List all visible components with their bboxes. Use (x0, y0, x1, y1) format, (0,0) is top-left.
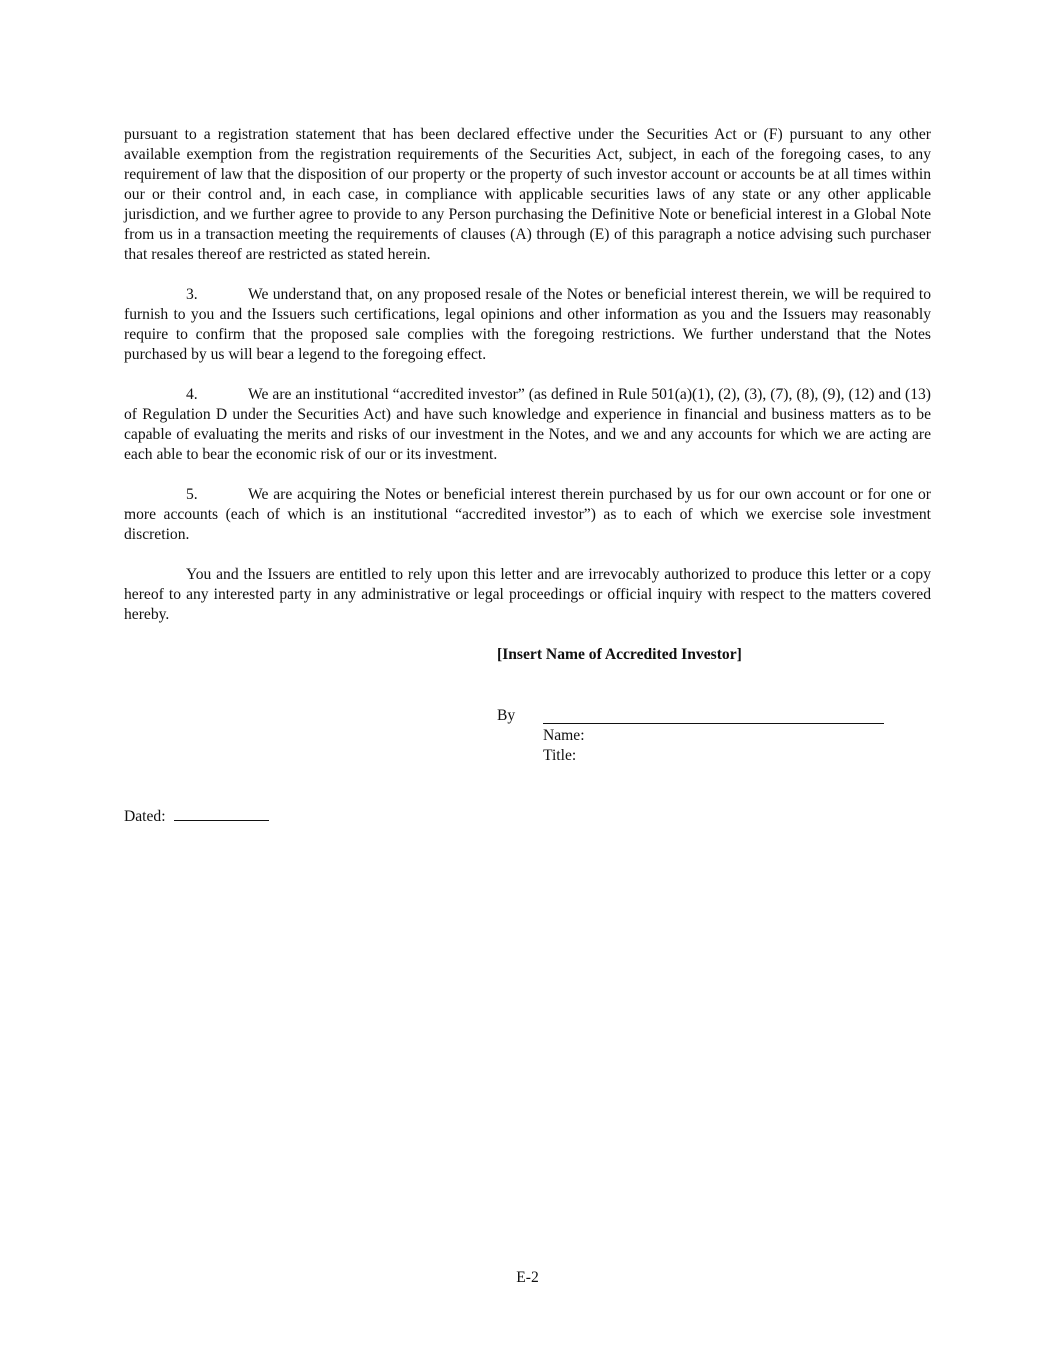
paragraph-3-number: 3. (186, 286, 198, 303)
by-label: By (497, 707, 516, 724)
dated-row (124, 806, 269, 827)
paragraph-3-text: We understand that, on any proposed resale of the Notes or beneficial interest therein, we will be required to furnish to you and the Issuers such certifications, legal opinions and other information as you and the Issuers may reasonably require to confirm that the proposed sale complies with the foregoing restrictions. We further understand that the Notes purchased by us will bear a legend to the foregoing effect. (124, 286, 931, 363)
paragraph-5 (124, 485, 931, 545)
paragraph-4-number: 4. (186, 386, 198, 403)
paragraph-5-text: We are acquiring the Notes or beneficial interest therein purchased by us for our own account or for one or more accounts (each of which is an institutional “accredited investor”) as to each of which we exercise sole investment discretion. (124, 486, 931, 543)
dated-label: Dated: (124, 808, 166, 825)
name-label: Name: (543, 727, 585, 744)
signature-line[interactable] (543, 723, 884, 724)
signature-block (497, 645, 917, 764)
paragraph-3 (124, 285, 931, 365)
paragraph-4-text: We are an institutional “accredited investor” (as defined in Rule 501(a)(1), (2), (3), (7), (8), (9), (12) and (13) of Regulation D under the Securities Act) and have such knowledge and experience in financial and business matters as to be capable of evaluating the merits and risks of our investment in the Notes, and we and any accounts for which we are acting are each able to bear the economic risk of our or its investment. (124, 386, 931, 463)
dated-blank-line[interactable] (174, 806, 269, 821)
investor-name-placeholder: [Insert Name of Accredited Investor] (497, 646, 742, 663)
closing-paragraph: You and the Issuers are entitled to rely upon this letter and are irrevocably authorized to produce this letter or a copy hereof to any interested party in any administrative or legal proceedings or official inquiry with respect to the matters covered hereby. (124, 566, 931, 623)
intro-paragraph: pursuant to a registration statement that has been declared effective under the Securities Act or (F) pursuant to any other available exemption from the registration requirements of the Securities Act, subject, in each of the foregoing cases, to any requirement of law that the disposition of our property or the property of such investor account or accounts be at all times within our or their control and, in each case, in compliance with applicable securities laws of any state or any other applicable jurisdiction, and we further agree to provide to any Person purchasing the Definitive Note or beneficial interest in a Global Note from us in a transaction meeting the requirements of clauses (A) through (E) of this paragraph a notice advising such purchaser that resales thereof are restricted as stated herein. (124, 126, 931, 263)
paragraph-5-number: 5. (186, 486, 198, 503)
paragraph-4 (124, 385, 931, 465)
letter-body (124, 125, 931, 645)
page-number: E-2 (516, 1269, 539, 1286)
title-label: Title: (543, 747, 577, 764)
